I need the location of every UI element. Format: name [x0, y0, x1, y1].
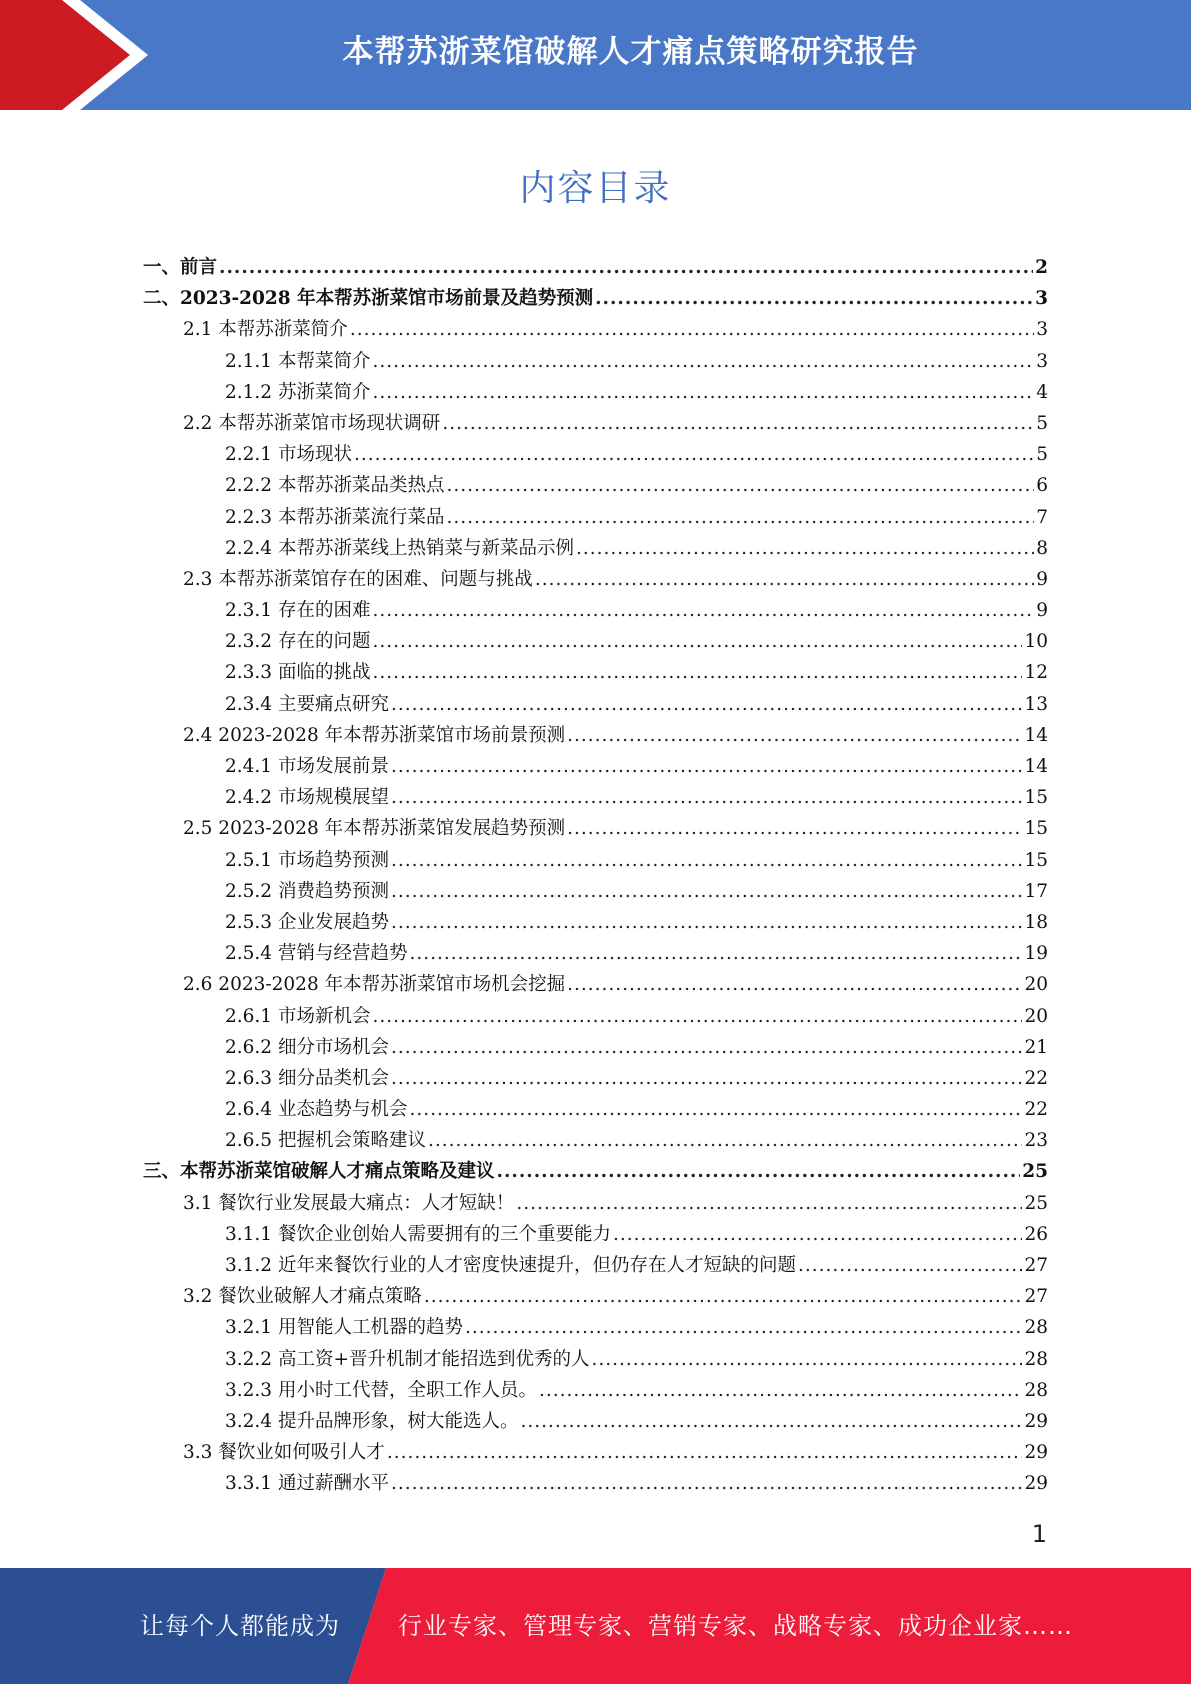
toc-entry-page: 20 — [1024, 1005, 1048, 1027]
toc-entry[interactable] — [143, 1157, 1048, 1188]
toc-entry-label: 2.6.2 细分市场机会 — [225, 1036, 389, 1058]
toc-dot-leader — [442, 413, 1034, 434]
toc-dot-leader — [409, 943, 1022, 964]
toc-entry-page: 5 — [1036, 444, 1048, 466]
toc-entry-page: 20 — [1024, 974, 1048, 996]
toc-entry-page: 15 — [1024, 818, 1048, 840]
toc-entry-page: 3 — [1036, 319, 1048, 341]
toc-entry-page: 28 — [1024, 1317, 1048, 1339]
toc-entry-label: 2.1.1 本帮菜简介 — [225, 350, 371, 372]
toc-entry[interactable] — [143, 721, 1048, 752]
toc-entry-label: 2.2.1 市场现状 — [225, 444, 352, 466]
toc-dot-leader — [391, 694, 1022, 715]
toc-dot-leader — [372, 600, 1034, 621]
toc-entry-page: 25 — [1022, 1161, 1048, 1183]
toc-entry-page: 7 — [1036, 506, 1048, 528]
toc-entry[interactable] — [143, 347, 1048, 378]
toc-entry-label: 3.1.2 近年来餐饮行业的人才密度快速提升，但仍存在人才短缺的问题 — [225, 1255, 796, 1276]
toc-entry-page: 22 — [1024, 1067, 1048, 1089]
toc-entry[interactable] — [143, 1033, 1048, 1064]
toc-entry-page: 27 — [1024, 1255, 1048, 1276]
toc-entry[interactable] — [143, 1126, 1048, 1157]
toc-entry[interactable] — [143, 1095, 1048, 1126]
toc-entry[interactable] — [143, 1189, 1048, 1220]
toc-dot-leader — [409, 1099, 1022, 1120]
toc-entry[interactable] — [143, 1376, 1048, 1407]
toc-entry[interactable] — [143, 315, 1048, 346]
toc-dot-leader — [372, 1006, 1022, 1027]
toc-entry-label: 3.2.4 提升品牌形象，树大能选人。 — [225, 1410, 519, 1432]
toc-entry-label: 3.2 餐饮业破解人才痛点策略 — [183, 1286, 422, 1308]
toc-dot-leader — [391, 756, 1022, 777]
toc-entry-label: 2.5.2 消费趋势预测 — [225, 880, 389, 902]
toc-entry-label: 2.3.4 主要痛点研究 — [225, 693, 389, 715]
toc-entry[interactable] — [143, 846, 1048, 877]
toc-entry-label: 二、2023-2028 年本帮苏浙菜馆市场前景及趋势预测 — [143, 288, 594, 310]
toc-entry[interactable] — [143, 814, 1048, 845]
toc-entry[interactable] — [143, 1469, 1048, 1500]
toc-entry[interactable] — [143, 378, 1048, 409]
toc-entry[interactable] — [143, 503, 1048, 534]
toc-entry-label: 2.6.5 把握机会策略建议 — [225, 1130, 426, 1152]
toc-entry-page: 9 — [1036, 568, 1048, 590]
page-header — [0, 0, 1191, 110]
toc-entry[interactable] — [143, 1313, 1048, 1344]
toc-entry-label: 2.3.3 面临的挑战 — [225, 662, 371, 684]
toc-entry[interactable] — [143, 1438, 1048, 1469]
toc-entry[interactable] — [143, 627, 1048, 658]
toc-entry-page: 29 — [1024, 1442, 1048, 1464]
toc-entry-label: 3.1.1 餐饮企业创始人需要拥有的三个重要能力 — [225, 1223, 611, 1245]
toc-dot-leader — [446, 475, 1034, 496]
toc-entry-label: 2.6.1 市场新机会 — [225, 1005, 371, 1027]
toc-dot-leader — [591, 1349, 1022, 1370]
toc-entry-label: 三、本帮苏浙菜馆破解人才痛点策略及建议 — [143, 1161, 495, 1183]
toc-entry-page: 27 — [1024, 1286, 1048, 1308]
toc-dot-leader — [372, 662, 1022, 683]
toc-entry[interactable] — [143, 752, 1048, 783]
toc-dot-leader — [567, 818, 1022, 839]
toc-dot-leader — [424, 1286, 1023, 1307]
chevron-arrow-icon — [0, 0, 160, 110]
toc-dot-leader — [391, 1037, 1022, 1058]
toc-entry-label: 2.1 本帮苏浙菜简介 — [183, 319, 348, 341]
toc-entry-label: 2.1.2 苏浙菜简介 — [225, 381, 371, 403]
toc-entry-page: 13 — [1024, 693, 1048, 715]
toc-dot-leader — [567, 974, 1022, 995]
toc-entry[interactable] — [143, 908, 1048, 939]
toc-dot-leader — [446, 507, 1034, 528]
toc-entry[interactable] — [143, 970, 1048, 1001]
toc-entry-label: 2.2.3 本帮苏浙菜流行菜品 — [225, 506, 445, 528]
toc-entry-page: 19 — [1024, 943, 1048, 965]
toc-entry-label: 2.2 本帮苏浙菜馆市场现状调研 — [183, 412, 441, 434]
table-of-contents — [143, 253, 1048, 1501]
toc-entry-label: 2.6 2023-2028 年本帮苏浙菜馆市场机会挖掘 — [183, 974, 566, 996]
toc-entry-label: 2.4.1 市场发展前景 — [225, 756, 389, 777]
toc-entry-page: 28 — [1024, 1379, 1048, 1401]
toc-entry-page: 2 — [1035, 257, 1048, 278]
toc-entry-page: 3 — [1036, 350, 1048, 372]
toc-entry-label: 2.4 2023-2028 年本帮苏浙菜馆市场前景预测 — [183, 724, 566, 746]
toc-entry-label: 3.2.3 用小时工代替，全职工作人员。 — [225, 1379, 537, 1401]
footer-expert-list: 行业专家、管理专家、营销专家、战略专家、成功企业家…… — [398, 1612, 1073, 1640]
toc-dot-leader — [387, 1442, 1023, 1463]
toc-entry-page: 6 — [1036, 475, 1048, 497]
toc-entry-label: 2.2.4 本帮苏浙菜线上热销菜与新菜品示例 — [225, 537, 574, 559]
toc-entry[interactable] — [143, 471, 1048, 502]
toc-entry-page: 22 — [1024, 1099, 1048, 1121]
page-footer — [0, 1568, 1191, 1684]
toc-entry-page: 23 — [1024, 1130, 1048, 1152]
toc-entry-page: 15 — [1024, 849, 1048, 871]
toc-entry-label: 2.5 2023-2028 年本帮苏浙菜馆发展趋势预测 — [183, 818, 566, 840]
toc-dot-leader — [391, 1473, 1022, 1494]
toc-entry[interactable] — [143, 1345, 1048, 1376]
toc-entry-page: 14 — [1024, 756, 1048, 777]
toc-dot-leader — [219, 257, 1033, 278]
toc-dot-leader — [391, 1068, 1022, 1089]
toc-entry-page: 21 — [1024, 1036, 1048, 1058]
toc-entry[interactable] — [143, 284, 1048, 315]
toc-entry[interactable] — [143, 1064, 1048, 1095]
toc-entry-page: 29 — [1024, 1473, 1048, 1495]
toc-dot-leader — [391, 912, 1022, 933]
toc-dot-leader — [391, 787, 1022, 808]
toc-dot-leader — [391, 850, 1022, 871]
toc-dot-leader — [372, 382, 1034, 403]
toc-dot-leader — [535, 569, 1034, 590]
toc-entry-label: 2.3.1 存在的困难 — [225, 600, 371, 622]
toc-entry-label: 2.6.4 业态趋势与机会 — [225, 1099, 408, 1121]
toc-entry-label: 3.2.2 高工资+晋升机制才能招选到优秀的人 — [225, 1348, 590, 1370]
toc-entry-page: 25 — [1024, 1192, 1048, 1214]
toc-entry[interactable] — [143, 877, 1048, 908]
toc-entry-page: 14 — [1024, 724, 1048, 746]
toc-entry[interactable] — [143, 1282, 1048, 1313]
toc-entry[interactable] — [143, 409, 1048, 440]
toc-entry[interactable] — [143, 1220, 1048, 1251]
toc-dot-leader — [372, 631, 1022, 652]
toc-entry-label: 2.2.2 本帮苏浙菜品类热点 — [225, 475, 445, 497]
footer-slogan: 让每个人都能成为 — [140, 1612, 340, 1640]
toc-entry-label: 3.3.1 通过薪酬水平 — [225, 1473, 389, 1495]
toc-dot-leader — [798, 1255, 1022, 1276]
toc-entry-label: 2.3.2 存在的问题 — [225, 631, 371, 653]
toc-entry-page: 15 — [1024, 787, 1048, 809]
toc-entry[interactable] — [143, 658, 1048, 689]
toc-entry-label: 2.5.4 营销与经营趋势 — [225, 943, 408, 965]
toc-dot-leader — [613, 1224, 1022, 1245]
toc-heading: 内容目录 — [519, 168, 672, 209]
toc-entry-label: 3.1 餐饮行业发展最大痛点：人才短缺！ — [183, 1192, 515, 1214]
toc-entry-page: 18 — [1024, 911, 1048, 933]
report-title: 本帮苏浙菜馆破解人才痛点策略研究报告 — [342, 34, 919, 70]
toc-entry-page: 5 — [1036, 412, 1048, 434]
toc-entry[interactable] — [143, 1251, 1048, 1282]
toc-entry-page: 17 — [1024, 880, 1048, 902]
toc-dot-leader — [354, 444, 1034, 465]
toc-dot-leader — [391, 881, 1022, 902]
toc-entry[interactable] — [143, 596, 1048, 627]
toc-dot-leader — [465, 1317, 1022, 1338]
toc-entry[interactable] — [143, 253, 1048, 284]
toc-entry-page: 8 — [1036, 537, 1048, 559]
toc-dot-leader — [428, 1130, 1022, 1151]
toc-entry[interactable] — [143, 783, 1048, 814]
toc-entry-label: 一、前言 — [143, 257, 218, 278]
toc-entry[interactable] — [143, 565, 1048, 596]
toc-entry[interactable] — [143, 1407, 1048, 1438]
toc-entry-page: 29 — [1024, 1410, 1048, 1432]
toc-entry-page: 28 — [1024, 1348, 1048, 1370]
toc-dot-leader — [372, 351, 1034, 372]
toc-entry-label: 2.5.3 企业发展趋势 — [225, 911, 389, 933]
toc-entry[interactable] — [143, 1002, 1048, 1033]
page-number: 1 — [1031, 1520, 1047, 1548]
toc-dot-leader — [350, 319, 1034, 340]
toc-dot-leader — [595, 288, 1033, 309]
toc-entry-label: 3.3 餐饮业如何吸引人才 — [183, 1442, 385, 1464]
toc-entry[interactable] — [143, 534, 1048, 565]
toc-dot-leader — [539, 1380, 1022, 1401]
toc-dot-leader — [497, 1161, 1021, 1182]
toc-dot-leader — [576, 538, 1034, 559]
toc-entry-label: 2.6.3 细分品类机会 — [225, 1067, 389, 1089]
toc-entry-label: 2.4.2 市场规模展望 — [225, 787, 389, 809]
toc-entry-page: 12 — [1024, 662, 1048, 684]
toc-entry-label: 2.3 本帮苏浙菜馆存在的困难、问题与挑战 — [183, 568, 533, 590]
toc-dot-leader — [567, 725, 1022, 746]
toc-entry-label: 3.2.1 用智能人工机器的趋势 — [225, 1317, 463, 1339]
toc-entry[interactable] — [143, 690, 1048, 721]
toc-entry-page: 3 — [1035, 288, 1048, 310]
toc-entry[interactable] — [143, 440, 1048, 471]
toc-dot-leader — [520, 1411, 1022, 1432]
toc-entry[interactable] — [143, 939, 1048, 970]
toc-entry-page: 10 — [1024, 631, 1048, 653]
toc-dot-leader — [516, 1193, 1022, 1214]
toc-entry-page: 26 — [1024, 1223, 1048, 1245]
toc-entry-page: 9 — [1036, 600, 1048, 622]
toc-entry-label: 2.5.1 市场趋势预测 — [225, 849, 389, 871]
toc-entry-page: 4 — [1036, 381, 1048, 403]
